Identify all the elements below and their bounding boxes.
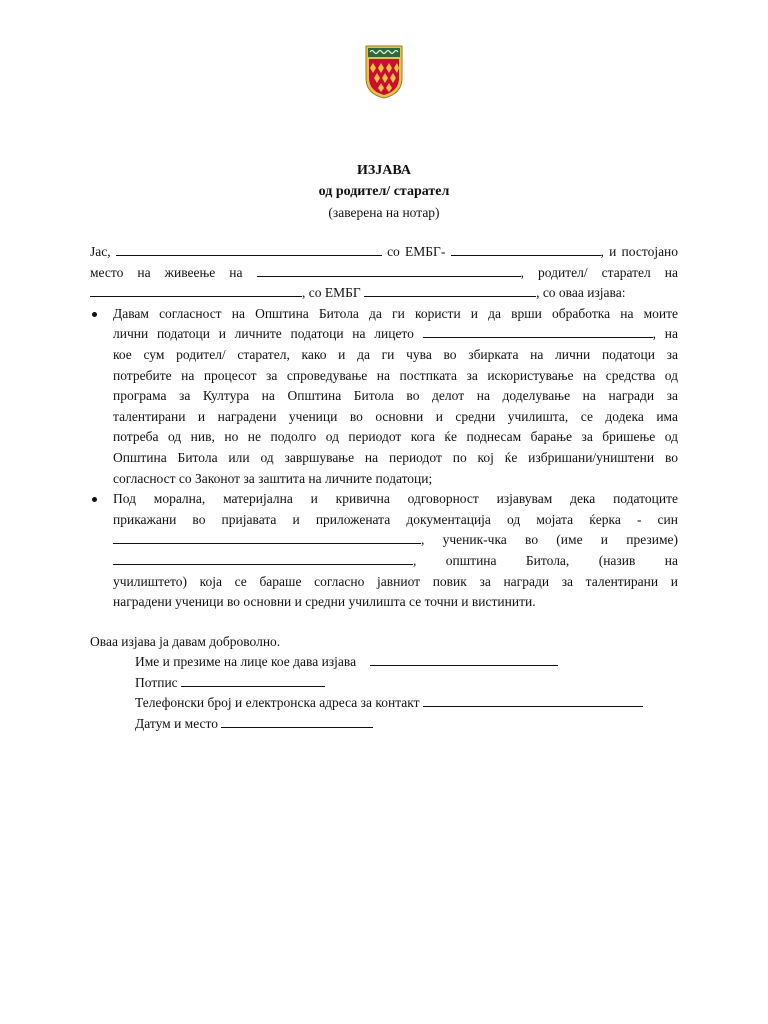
signature-field[interactable] xyxy=(181,673,325,687)
contact-field[interactable] xyxy=(423,693,643,707)
date-place-field[interactable] xyxy=(221,714,373,728)
voluntary-statement: Оваа изјава ја давам доброволно. xyxy=(90,633,281,649)
declarant-fullname-field[interactable] xyxy=(370,652,558,666)
intro-line-2: место на живеење на , родител/ старател на xyxy=(90,264,679,280)
intro-line-3: , со ЕМБГ , со оваа изјава: xyxy=(90,283,678,304)
document-subtitle: од родител/ старател xyxy=(318,184,450,199)
declaration-body xyxy=(90,242,678,735)
declaration-list xyxy=(90,304,678,613)
signature-row: Потпис xyxy=(90,673,678,694)
document-title: ИЗЈАВА xyxy=(357,163,411,178)
date-place-row: Датум и место xyxy=(90,714,678,735)
declarant-embg-field[interactable] xyxy=(451,242,601,256)
school-name-field[interactable] xyxy=(113,551,413,565)
intro-line-1: Јас, со ЕМБГ- , и постојано xyxy=(90,244,679,259)
bullet-icon xyxy=(92,312,97,317)
name-signature-row: Име и презиме на лице кое дава изјава xyxy=(90,652,678,673)
contact-row: Телефонски број и електронска адреса за контакт xyxy=(90,693,678,714)
list-item-consent: Давам согласност на Општина Битола да ги користи и да врши обработка на моите лични податоци и личните податоци на лицето , на кое сум родител/ старател, како и да ги чува во збирката на лични податоци за потребите на процесот за спроведување на постпката за искористување на средства од програма за Култура на Општина Битола во делот на доделување на награди за талентирани и наградени ученици во основни и средни училишта, се додека има потреба од нив, но не подолго од периодот кога ќе поднесам барање за бришење од Општина Битола или од завршување на периодот по кој ќе избришани/уништени во согласност со Законот за заштита на личните податоци; xyxy=(90,304,678,489)
list-item-accuracy: Под морална, материјална и кривична одговорност изјавувам дека податоците прикажани во пријавата и приложената документација од мојата ќерка - син , ученик-чка во (име и презиме) , општина Битола, (назив на училиштето) која се бараше согласно јавниот повик за награди за талентирани и наградени ученици во основни и средни училишта се точни и вистинити. xyxy=(90,489,678,613)
declarant-name-field[interactable] xyxy=(116,242,382,256)
notary-note: (заверена на нотар) xyxy=(328,205,440,220)
document-header xyxy=(0,160,768,223)
bitola-coat-of-arms-icon xyxy=(364,44,404,100)
residence-field[interactable] xyxy=(257,263,521,277)
bullet-icon xyxy=(92,497,97,502)
child-name-field[interactable] xyxy=(90,283,302,297)
student-name-field[interactable] xyxy=(113,530,421,544)
child-embg-field[interactable] xyxy=(364,283,536,297)
person-field[interactable] xyxy=(423,324,653,338)
